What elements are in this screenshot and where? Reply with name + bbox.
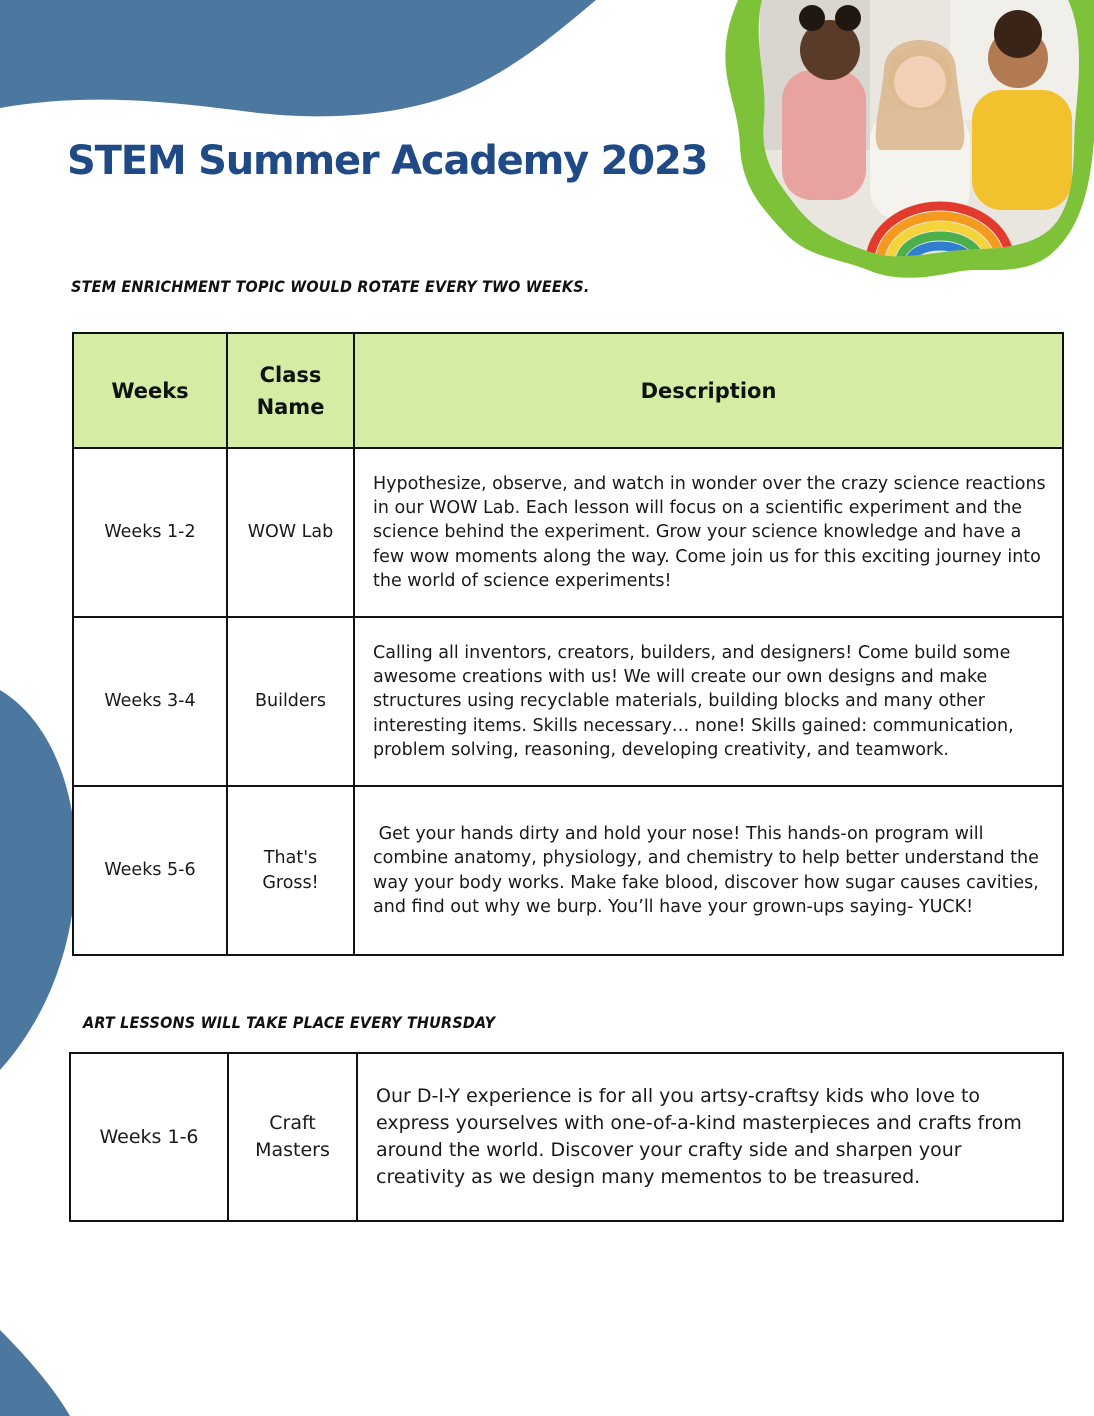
art-section-heading: ART LESSONS WILL TAKE PLACE EVERY THURSDAY [83, 1013, 496, 1032]
table-row [73, 786, 1063, 955]
class-name-cell: Builders [227, 617, 354, 786]
description-cell: Calling all inventors, creators, builders, and designers! Come build some awesome creations with us! We will create our own designs and make structures using recyclable materials, building blocks and many other interesting items. Skills necessary… none! Skills gained: communication, problem solving, reasoning, developing creativity, and teamwork. [354, 617, 1063, 786]
art-schedule-table [69, 1052, 1064, 1222]
weeks-cell: Weeks 3-4 [73, 617, 227, 786]
stem-section-heading: STEM ENRICHMENT TOPIC WOULD ROTATE EVERY TWO WEEKS. [71, 277, 590, 296]
stem-schedule-table [72, 332, 1064, 956]
page-title: STEM Summer Academy 2023 [67, 138, 708, 184]
children-photo [720, 0, 1094, 280]
table-row [73, 448, 1063, 617]
table-header-row [73, 333, 1063, 448]
description-cell: Get your hands dirty and hold your nose! This hands-on program will combine anatomy, physiology, and chemistry to help better understand the way your body works. Make fake blood, discover how sugar causes cavities, and find out why we burp. You’ll have your grown-ups saying- YUCK! [354, 786, 1063, 955]
description-cell: Our D-I-Y experience is for all you artsy-craftsy kids who love to express yourselves with one-of-a-kind masterpieces and crafts from around the world. Discover your crafty side and sharpen your creativity as we design many mementos to be treasured. [357, 1053, 1063, 1221]
class-name-cell: Craft Masters [228, 1053, 357, 1221]
weeks-cell: Weeks 5-6 [73, 786, 227, 955]
column-header-description: Description [354, 333, 1063, 448]
table-row [70, 1053, 1063, 1221]
bottom-left-blob [0, 1330, 70, 1416]
photo-frame [720, 0, 1094, 280]
column-header-weeks: Weeks [73, 333, 227, 448]
description-cell: Hypothesize, observe, and watch in wonder over the crazy science reactions in our WOW Lab. Each lesson will focus on a scientific experiment and the science behind the experiment. Grow your science knowledge and have a few wow moments along the way. Come join us for this exciting journey into the world of science experiments! [354, 448, 1063, 617]
left-side-blob [0, 690, 76, 1070]
class-name-cell: That's Gross! [227, 786, 354, 955]
top-left-blob [0, 0, 596, 116]
table-row [73, 617, 1063, 786]
column-header-class-name: Class Name [227, 333, 354, 448]
weeks-cell: Weeks 1-6 [70, 1053, 228, 1221]
class-name-cell: WOW Lab [227, 448, 354, 617]
weeks-cell: Weeks 1-2 [73, 448, 227, 617]
